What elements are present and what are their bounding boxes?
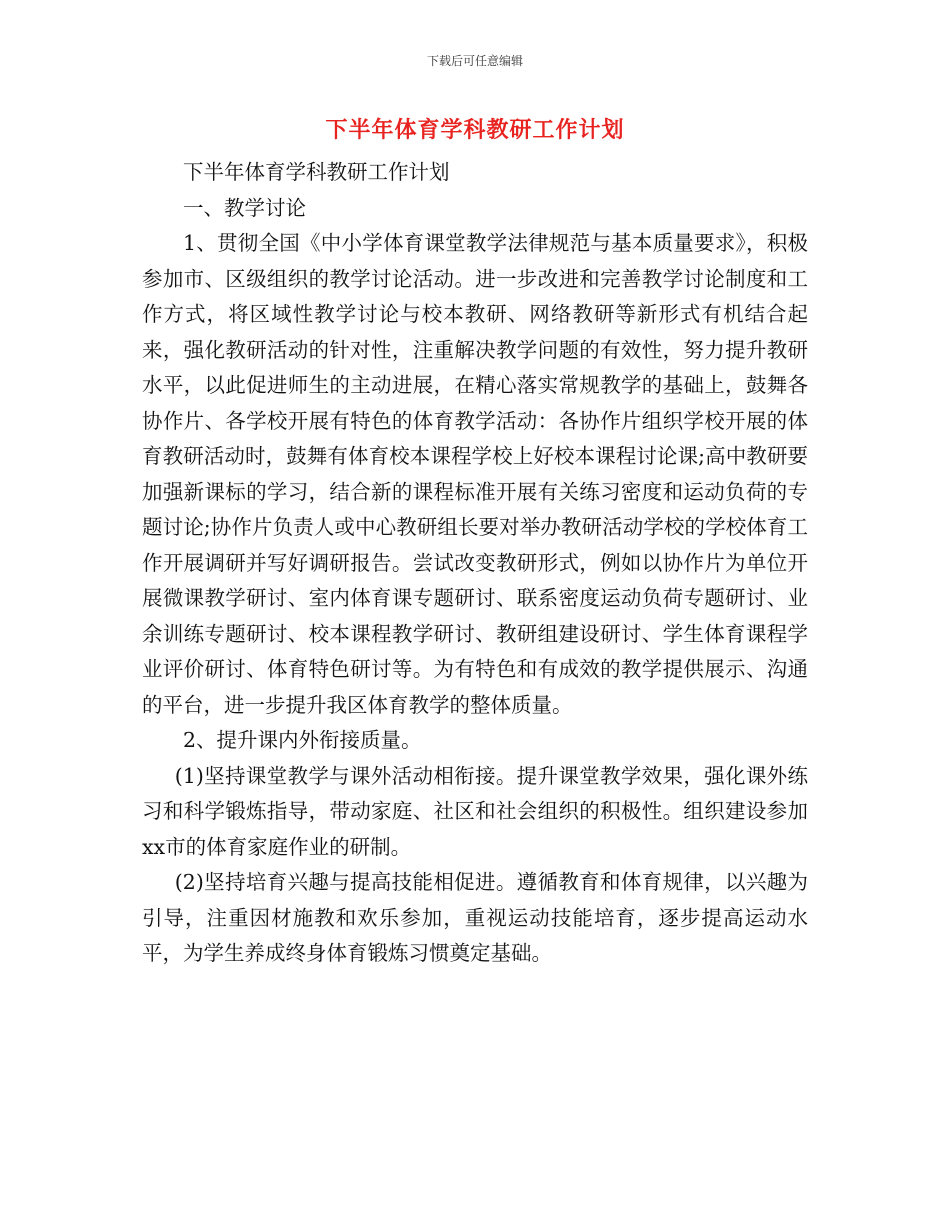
- body-paragraph: (1)坚持课堂教学与课外活动相衔接。提升课堂教学效果，强化课外练习和科学锻炼指导，带动家庭、社区和社会组织的积极性。组织建设参加xx市的体育家庭作业的研制。: [142, 763, 808, 859]
- document-title: 下半年体育学科教研工作计划: [325, 118, 625, 143]
- header-note: 下载后可任意编辑: [426, 54, 523, 68]
- section-heading: 一、教学讨论: [183, 195, 306, 220]
- body-paragraph: 1、贯彻全国《中小学体育课堂教学法律规范与基本质量要求》，积极参加市、区级组织的教学讨论活动。进一步改进和完善教学讨论制度和工作方式，将区域性教学讨论与校本教研、网络教研等新形式有机结合起来，强化教研活动的针对性，注重解决教学问题的有效性，努力提升教研水平，以此促进师生的主动进展，在精心落实常规教学的基础上，鼓舞各协作片、各学校开展有特色的体育教学活动：各协作片组织学校开展的体育教研活动时，鼓舞有体育校本课程学校上好校本课程讨论课;高中教研要加强新课标的学习，结合新的课程标准开展有关练习密度和运动负荷的专题讨论;协作片负责人或中心教研组长要对举办教研活动学校的学校体育工作开展调研并写好调研报告。尝试改变教研形式，例如以协作片为单位开展微课教学研讨、室内体育课专题研讨、联系密度运动负荷专题研讨、业余训练专题研讨、校本课程教学研讨、教研组建设研讨、学生体育课程学业评价研讨、体育特色研讨等。为有特色和有成效的教学提供展示、沟通的平台，进一步提升我区体育教学的整体质量。: [142, 231, 808, 717]
- document-body: [142, 155, 808, 972]
- body-paragraph: (2)坚持培育兴趣与提高技能相促进。遵循教育和体育规律，以兴趣为引导，注重因材施教和欢乐参加，重视运动技能培育，逐步提高运动水平，为学生养成终身体育锻炼习惯奠定基础。: [142, 870, 808, 965]
- body-paragraph: 2、提升课内外衔接质量。: [183, 728, 422, 752]
- subtitle-paragraph: 下半年体育学科教研工作计划: [183, 160, 450, 184]
